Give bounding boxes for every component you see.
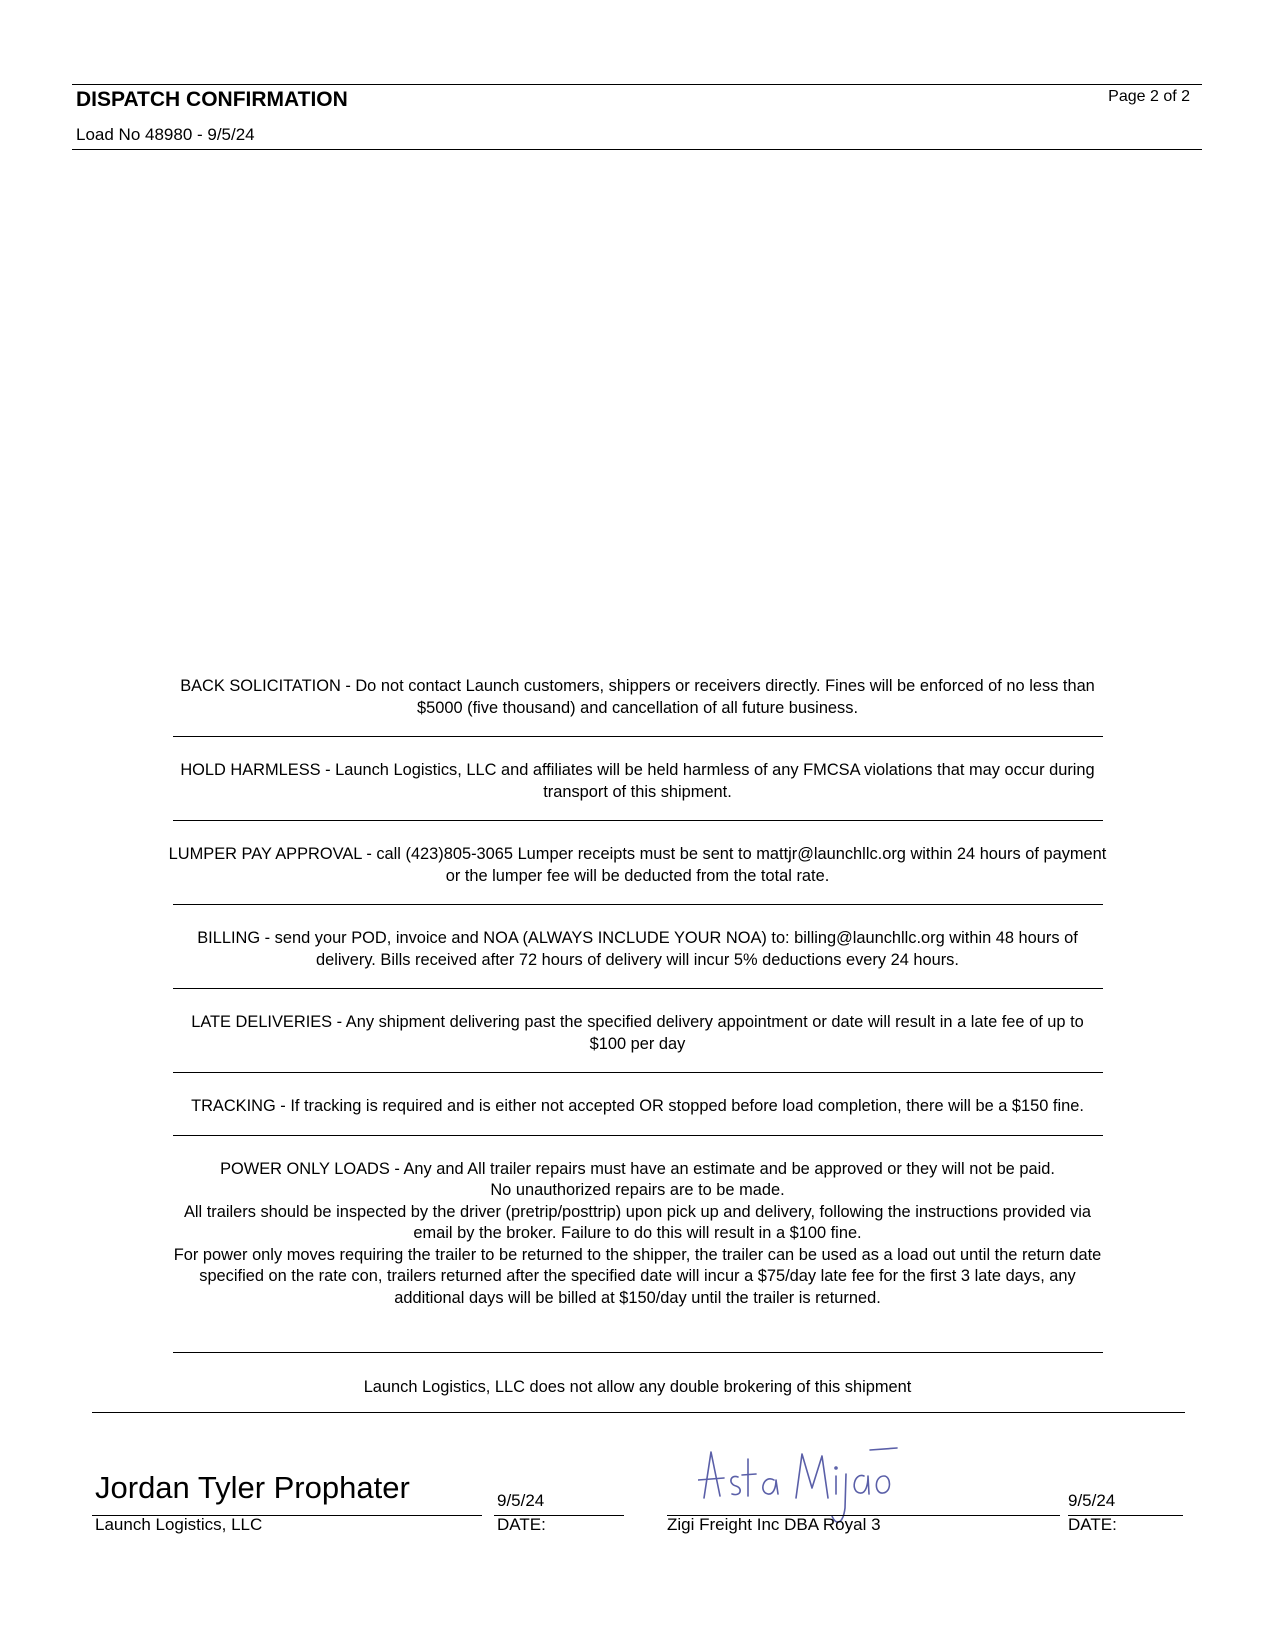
- load-number-line: Load No 48980 - 9/5/24: [76, 125, 255, 144]
- carrier-date-label: DATE:: [1068, 1515, 1117, 1534]
- document-title: DISPATCH CONFIRMATION: [76, 88, 348, 111]
- term-line: TRACKING - If tracking is required and is either not accepted OR stopped before load completion, there will be a $150 fine.: [191, 1097, 1084, 1115]
- term-separator: [173, 1352, 1103, 1353]
- carrier-company-label: Zigi Freight Inc DBA Royal 3: [667, 1515, 881, 1534]
- terms-section: [90, 676, 1185, 1399]
- term-line: or the lumper fee will be deducted from the total rate.: [445, 866, 830, 885]
- term-line: specified on the rate con, trailers returned after the specified date will incur a $75/day late fee for the first 3 late days, any: [199, 1267, 1076, 1285]
- term-line: $100 per day: [589, 1034, 686, 1053]
- term-separator: [173, 988, 1103, 989]
- term-line: additional days will be billed at $150/day until the trailer is returned.: [394, 1288, 881, 1307]
- term-separator: [173, 820, 1103, 821]
- term-line: LATE DELIVERIES - Any shipment delivering past the specified delivery appointment or date will result in a late fee of up to: [191, 1013, 1084, 1031]
- term-separator: [173, 904, 1103, 905]
- term-line: HOLD HARMLESS - Launch Logistics, LLC and affiliates will be held harmless of any FMCSA violations that may occur during: [180, 761, 1095, 779]
- term-separator: [173, 736, 1103, 737]
- term-line: No unauthorized repairs are to be made.: [490, 1181, 785, 1199]
- term-line: email by the broker. Failure to do this will result in a $100 fine.: [413, 1224, 862, 1242]
- broker-sign-date: 9/5/24: [497, 1491, 545, 1510]
- broker-date-label: DATE:: [497, 1515, 546, 1534]
- term-line: delivery. Bills received after 72 hours of delivery will incur 5% deductions every 24 hours.: [316, 950, 959, 969]
- carrier-sign-date: 9/5/24: [1068, 1491, 1116, 1510]
- term-hold-harmless: [90, 760, 1185, 803]
- term-line: transport of this shipment.: [543, 782, 732, 801]
- broker-signer-name: Jordan Tyler Prophater: [95, 1470, 410, 1505]
- term-late-deliveries: [90, 1012, 1185, 1055]
- no-double-brokering-notice: Launch Logistics, LLC does not allow any double brokering of this shipment: [363, 1378, 912, 1396]
- term-line: BILLING - send your POD, invoice and NOA (ALWAYS INCLUDE YOUR NOA) to: billing@launchllc.org within 48 hours of: [197, 929, 1078, 947]
- term-billing: [90, 928, 1185, 971]
- term-line: For power only moves requiring the trailer to be returned to the shipper, the trailer can be used as a load out until the return date: [173, 1245, 1102, 1264]
- term-tracking: [90, 1096, 1185, 1118]
- page-number: Page 2 of 2: [1108, 88, 1190, 105]
- broker-company-label: Launch Logistics, LLC: [95, 1515, 263, 1534]
- term-line: LUMPER PAY APPROVAL - call (423)805-3065 Lumper receipts must be sent to mattjr@launchllc.org within 24 hours of payment: [168, 845, 1107, 863]
- term-line: BACK SOLICITATION - Do not contact Launch customers, shippers or receivers directly. Fines will be enforced of no less than: [180, 677, 1095, 695]
- notice-underline: [92, 1412, 1185, 1413]
- header-top-rule: [72, 84, 1202, 85]
- term-line: All trailers should be inspected by the driver (pretrip/posttrip) upon pick up and delivery, following the instructions provided via: [183, 1202, 1092, 1221]
- header-bottom-rule: [72, 149, 1202, 150]
- term-back-solicitation: [90, 676, 1185, 719]
- term-lumper-pay-approval: [90, 844, 1185, 887]
- term-power-only-loads: [90, 1159, 1185, 1310]
- term-separator: [173, 1135, 1103, 1136]
- term-line: POWER ONLY LOADS - Any and All trailer repairs must have an estimate and be approved or they will not be paid.: [220, 1159, 1055, 1178]
- term-separator: [173, 1072, 1103, 1073]
- term-line: $5000 (five thousand) and cancellation of all future business.: [416, 698, 858, 717]
